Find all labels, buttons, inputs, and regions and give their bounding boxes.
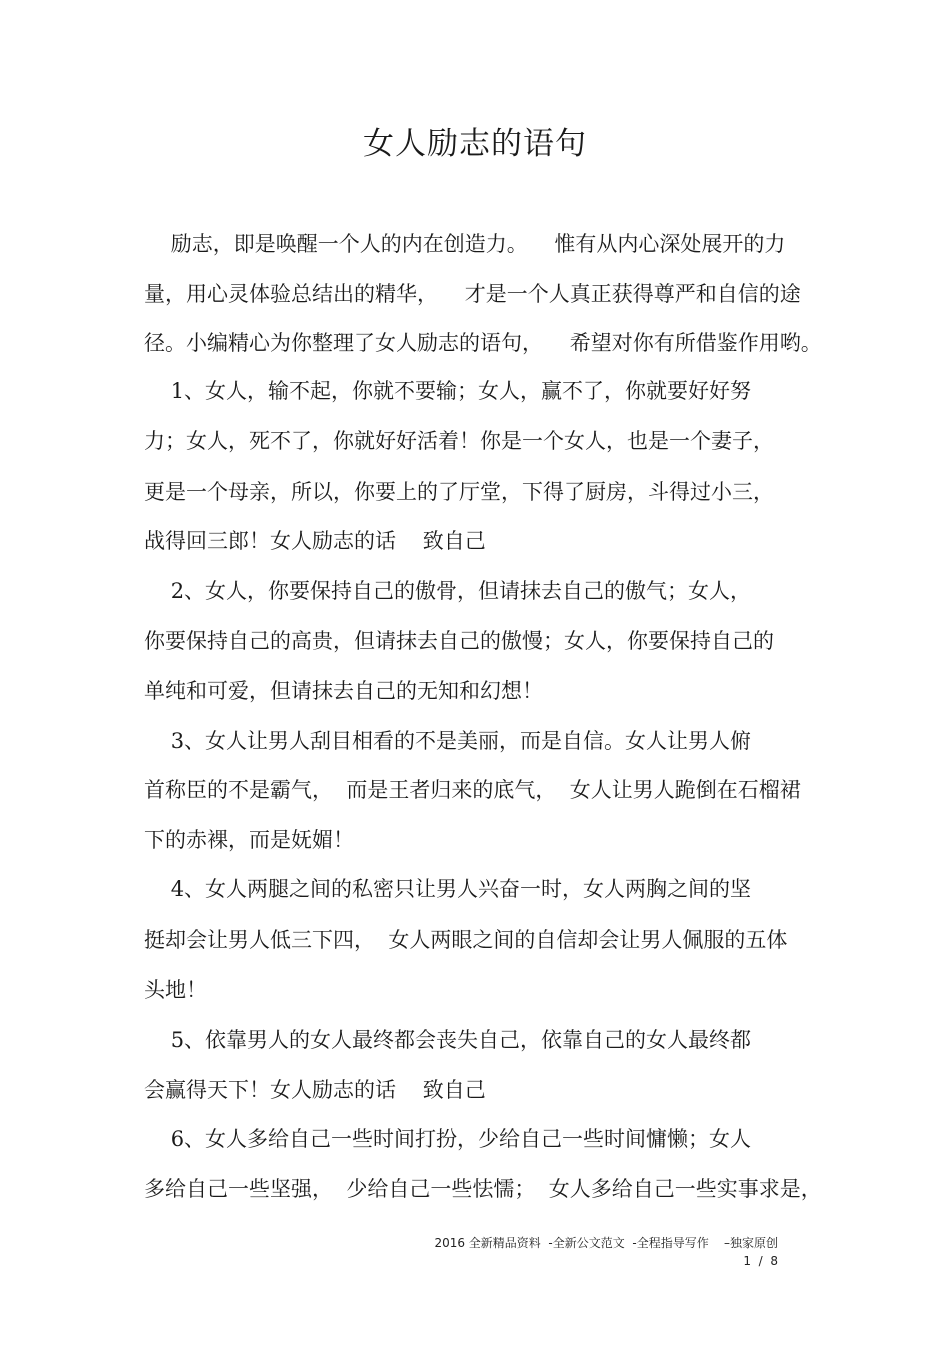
- page-number: 1 / 8: [743, 1254, 778, 1268]
- text-line: 挺却会让男人低三下四， 女人两眼之间的自信却会让男人佩服的五体: [144, 928, 788, 952]
- text-line: 1、女人，输不起，你就不要输；女人，赢不了，你就要好好努: [144, 379, 752, 403]
- text-line: 头地！: [144, 978, 207, 1002]
- text-line: 多给自己一些坚强， 少给自己一些怯懦； 女人多给自己一些实事求是，: [144, 1177, 822, 1201]
- text-line: 3、女人让男人刮目相看的不是美丽，而是自信。女人让男人俯: [144, 729, 752, 753]
- text-line: 量，用心灵体验总结出的精华， 才是一个人真正获得尊严和自信的途: [144, 282, 801, 306]
- text-line: 首称臣的不是霸气， 而是王者归来的底气， 女人让男人跪倒在石榴裙: [144, 778, 801, 802]
- text-line: 2、女人，你要保持自己的傲骨，但请抹去自己的傲气；女人，: [144, 579, 752, 603]
- text-line: 径。小编精心为你整理了女人励志的语句， 希望对你有所借鉴作用哟。: [144, 331, 822, 355]
- text-line: 5、依靠男人的女人最终都会丧失自己，依靠自己的女人最终都: [144, 1028, 752, 1052]
- text-line: 6、女人多给自己一些时间打扮，少给自己一些时间慵懒；女人: [144, 1127, 752, 1151]
- text-line: 单纯和可爱，但请抹去自己的无知和幻想！: [144, 679, 543, 703]
- footer-source: 2016 全新精品资料 -全新公文范文 -全程指导写作 –独家原创: [434, 1236, 778, 1250]
- text-line: 战得回三郎！女人励志的话 致自己: [144, 529, 486, 553]
- text-line: 更是一个母亲，所以，你要上的了厅堂，下得了厨房，斗得过小三，: [144, 480, 774, 504]
- text-line: 4、女人两腿之间的私密只让男人兴奋一时，女人两胸之间的坚: [144, 877, 752, 901]
- document-title: 女人励志的语句: [363, 126, 587, 162]
- text-line: 力；女人，死不了，你就好好活着！你是一个女人，也是一个妻子，: [144, 429, 774, 453]
- text-line: 下的赤裸，而是妩媚！: [144, 828, 354, 852]
- text-line: 会赢得天下！女人励志的话 致自己: [144, 1078, 486, 1102]
- text-line: 你要保持自己的高贵，但请抹去自己的傲慢；女人，你要保持自己的: [144, 629, 774, 653]
- text-line: 励志，即是唤醒一个人的内在创造力。 惟有从内心深处展开的力: [144, 232, 786, 256]
